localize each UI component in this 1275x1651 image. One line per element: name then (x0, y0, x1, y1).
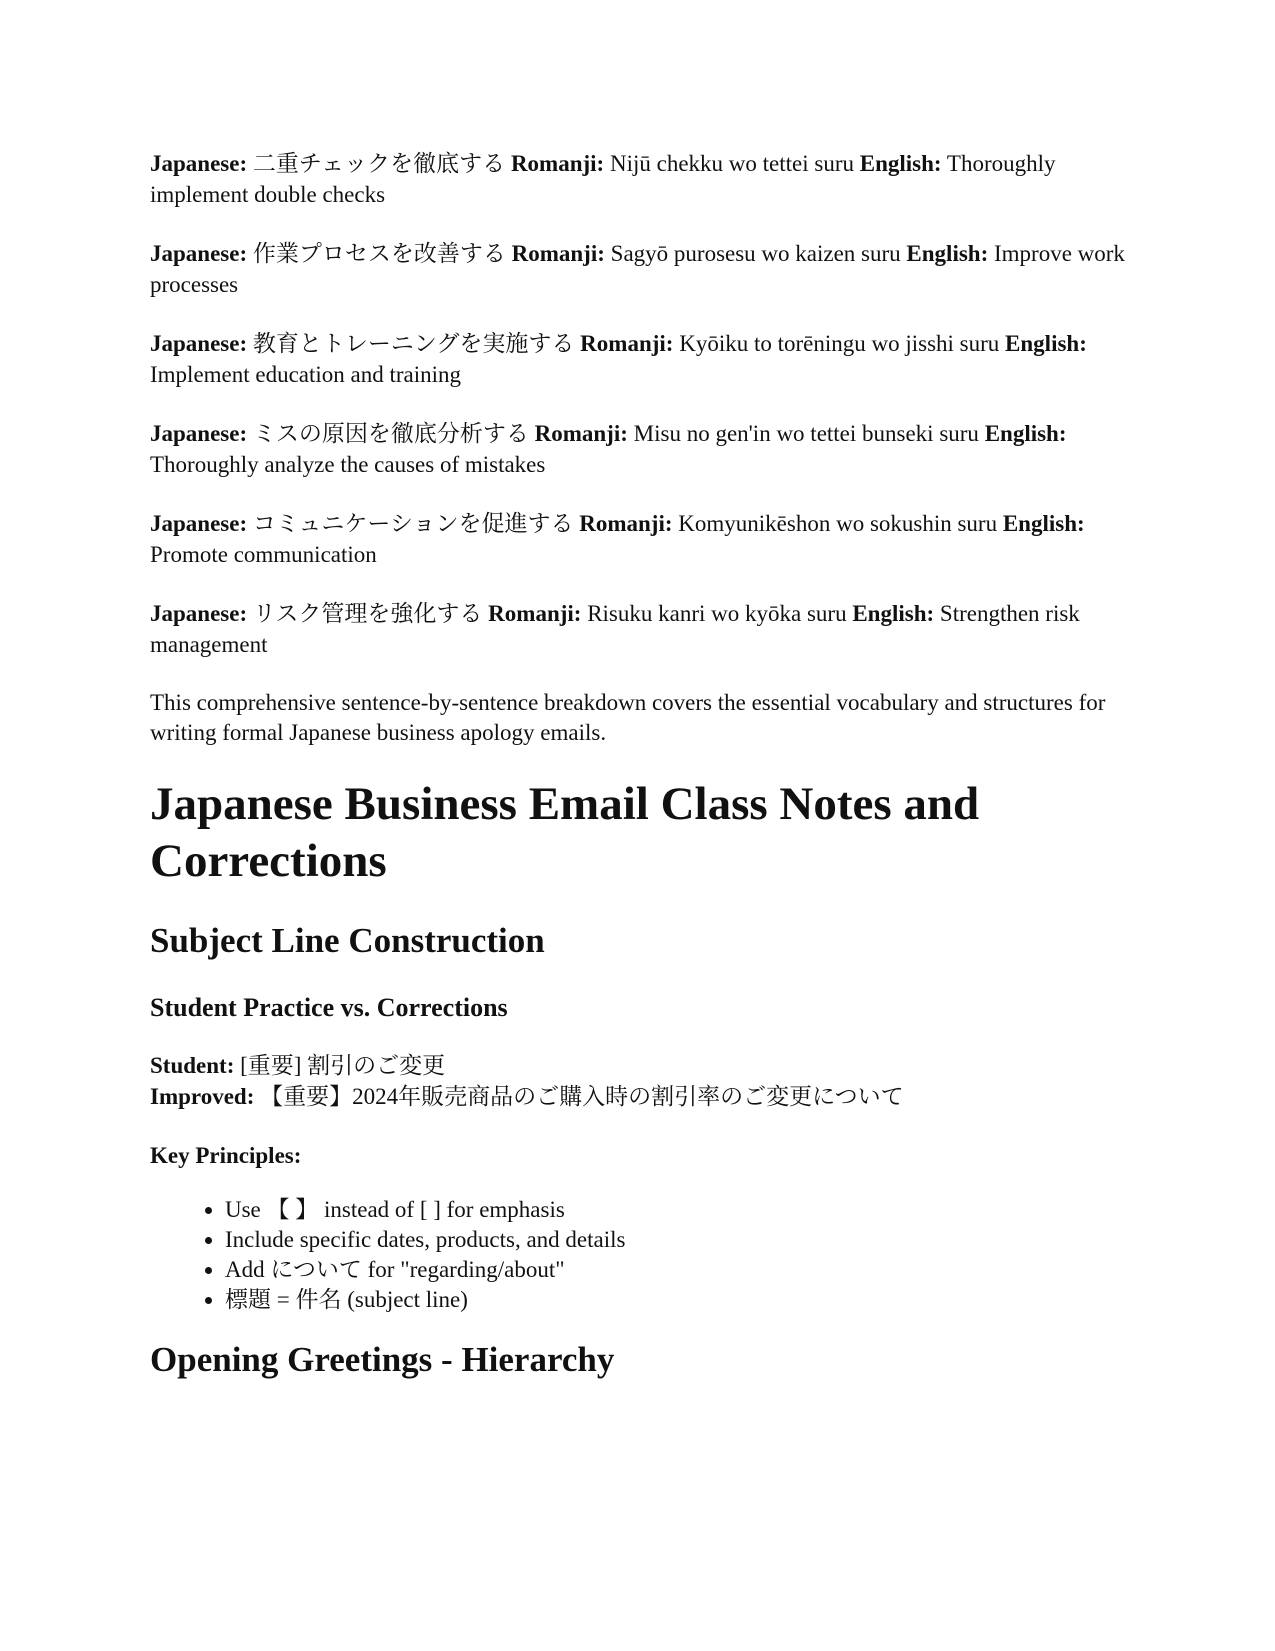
japanese-text: ミスの原因を徹底分析する (252, 421, 529, 446)
subsection-heading-student-practice: Student Practice vs. Corrections (150, 993, 508, 1022)
english-text: Implement education and training (150, 362, 462, 387)
document-title: Japanese Business Email Class Notes and Corrections (150, 778, 980, 887)
english-text: Thoroughly analyze the causes of mistakes (150, 452, 546, 477)
japanese-text: 作業プロセスを改善する (252, 241, 506, 266)
romanji-label: Romanji: (510, 151, 605, 176)
romanji-label: Romanji: (580, 331, 674, 356)
english-text: Promote communication (150, 542, 377, 567)
romanji-label: Romanji: (579, 511, 673, 536)
vocab-entry (150, 238, 1125, 300)
vocab-entry (150, 418, 1125, 480)
principles-list (150, 1195, 1125, 1315)
japanese-text: コミュニケーションを促進する (252, 511, 574, 536)
japanese-label: Japanese: (150, 151, 248, 176)
romanji-text: Risuku kanri wo kyōka suru (587, 601, 847, 626)
student-line (150, 1050, 1125, 1081)
vocab-entry (150, 508, 1125, 570)
english-text: Strengthen risk management (150, 601, 1080, 657)
improved-line (150, 1081, 1125, 1112)
list-item: • 標題 = 件名 (subject line) (225, 1285, 1125, 1315)
document-page (150, 148, 1125, 1411)
improved-label: Improved: (150, 1084, 255, 1109)
english-label: English: (859, 151, 942, 176)
japanese-label: Japanese: (150, 511, 248, 536)
romanji-label: Romanji: (511, 241, 605, 266)
student-label: Student: (150, 1053, 235, 1078)
vocab-entry (150, 598, 1125, 660)
correction-pair (150, 1050, 1125, 1112)
english-text: Thoroughly implement double checks (150, 151, 1056, 207)
japanese-label: Japanese: (150, 241, 248, 266)
japanese-label: Japanese: (150, 331, 248, 356)
section-heading-opening-greetings: Opening Greetings - Hierarchy (150, 1340, 615, 1379)
improved-text: 【重要】2024年販売商品のご購入時の割引率のご変更について (260, 1084, 904, 1109)
list-item: • Include specific dates, products, and details (225, 1225, 1125, 1255)
english-label: English: (852, 601, 935, 626)
romanji-label: Romanji: (534, 421, 628, 446)
student-text: [重要] 割引のご変更 (240, 1053, 446, 1078)
english-label: English: (984, 421, 1067, 446)
english-label: English: (906, 241, 989, 266)
japanese-text: 教育とトレーニングを実施する (252, 331, 575, 356)
japanese-text: 二重チェックを徹底する (252, 151, 506, 176)
romanji-label: Romanji: (488, 601, 582, 626)
japanese-label: Japanese: (150, 601, 248, 626)
summary-paragraph: This comprehensive sentence-by-sentence breakdown covers the essential vocabulary and structures for writing formal Japanese business apology emails. (150, 690, 1106, 745)
romanji-text: Nijū chekku wo tettei suru (609, 151, 854, 176)
list-item: • Use 【 】 instead of [ ] for emphasis (225, 1195, 1125, 1225)
list-item: • Add について for "regarding/about" (225, 1255, 1125, 1285)
japanese-text: リスク管理を強化する (252, 601, 483, 626)
english-text: Improve work processes (150, 241, 1125, 297)
japanese-label: Japanese: (150, 421, 248, 446)
section-heading-subject-line: Subject Line Construction (150, 921, 545, 960)
romanji-text: Kyōiku to torēningu wo jisshi suru (679, 331, 1000, 356)
romanji-text: Misu no gen'in wo tettei bunseki suru (633, 421, 979, 446)
vocab-entry (150, 328, 1125, 390)
english-label: English: (1002, 511, 1085, 536)
romanji-text: Sagyō purosesu wo kaizen suru (610, 241, 901, 266)
english-label: English: (1005, 331, 1087, 356)
vocab-entry (150, 148, 1125, 210)
romanji-text: Komyunikēshon wo sokushin suru (678, 511, 998, 536)
key-principles-label: Key Principles: (150, 1143, 302, 1168)
